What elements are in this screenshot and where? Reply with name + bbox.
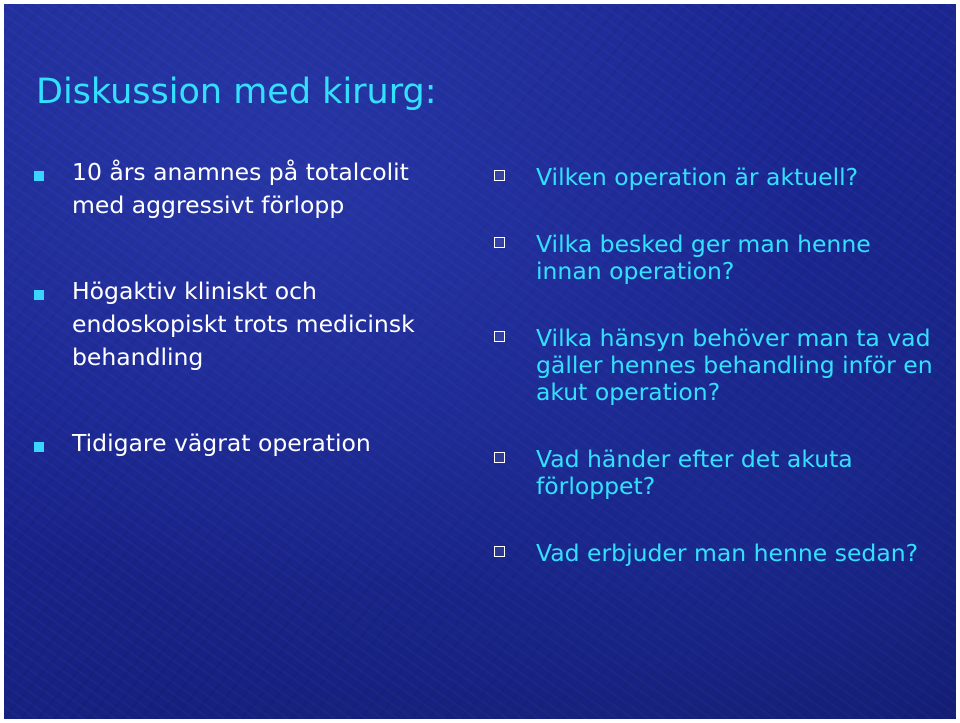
right-bullet-item — [494, 446, 934, 500]
left-bullet-item — [34, 156, 434, 222]
hollow-square-bullet-icon — [494, 237, 505, 248]
square-bullet-icon — [34, 442, 44, 452]
right-bullet-text: Vilka hänsyn behöver man ta vad gäller hennes behandling inför en akut operation? — [536, 324, 933, 406]
left-bullet-list — [34, 156, 434, 460]
slide — [4, 4, 956, 719]
hollow-square-bullet-icon — [494, 170, 505, 181]
square-bullet-icon — [34, 290, 44, 300]
right-bullet-item — [494, 231, 934, 285]
right-bullet-text: Vad händer efter det akuta förloppet? — [536, 445, 853, 500]
right-bullet-text: Vilka besked ger man henne innan operation? — [536, 230, 871, 285]
right-bullet-item — [494, 540, 934, 567]
slide-title: Diskussion med kirurg: — [36, 72, 437, 112]
right-bullet-item — [494, 325, 934, 406]
right-bullet-item — [494, 164, 934, 191]
left-bullet-item — [34, 275, 434, 374]
hollow-square-bullet-icon — [494, 331, 505, 342]
left-bullet-item — [34, 427, 434, 460]
left-bullet-text: 10 års anamnes på totalcolit med aggressivt förlopp — [72, 158, 409, 219]
left-bullet-text: Högaktiv kliniskt och endoskopiskt trots medicinsk behandling — [72, 277, 415, 371]
hollow-square-bullet-icon — [494, 452, 505, 463]
right-bullet-text: Vad erbjuder man henne sedan? — [536, 539, 919, 567]
left-bullet-text: Tidigare vägrat operation — [72, 429, 371, 457]
right-bullet-list — [494, 164, 934, 567]
right-bullet-text: Vilken operation är aktuell? — [536, 163, 859, 191]
hollow-square-bullet-icon — [494, 546, 505, 557]
square-bullet-icon — [34, 171, 44, 181]
